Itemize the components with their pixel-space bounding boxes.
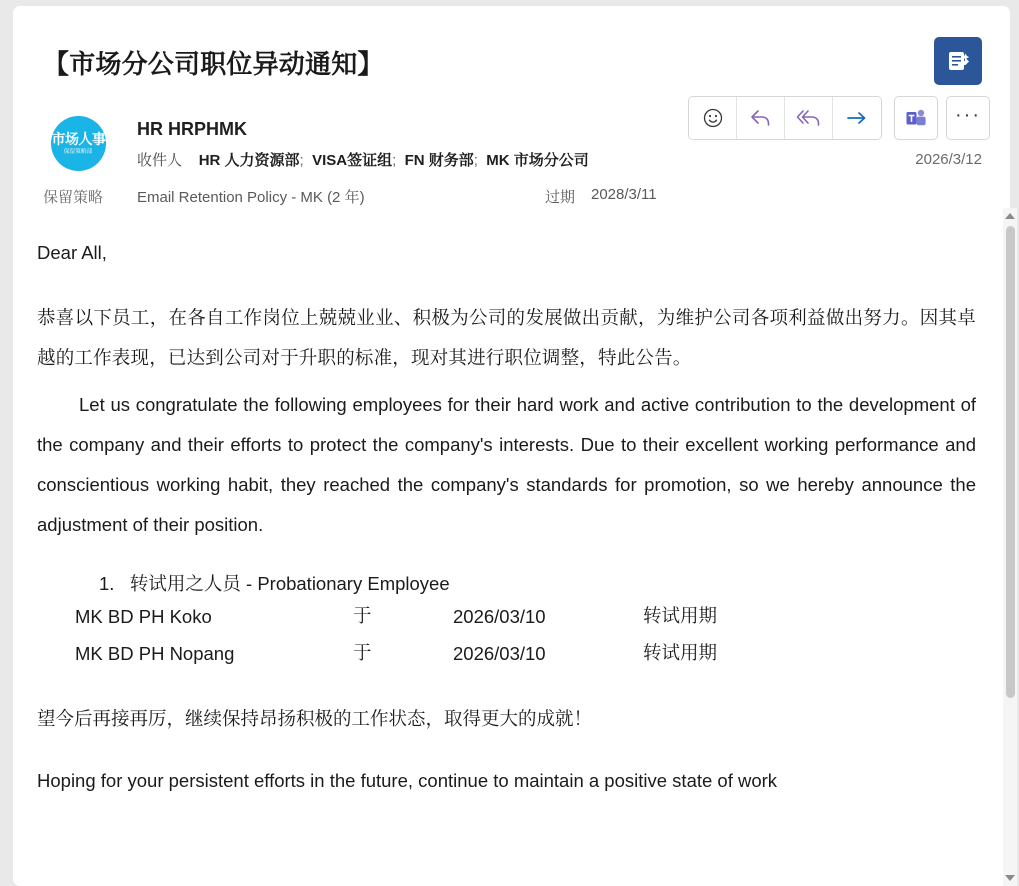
scroll-down-arrow-icon[interactable] xyxy=(1003,870,1017,886)
scrollbar-thumb[interactable] xyxy=(1006,226,1015,698)
teams-button[interactable] xyxy=(894,96,938,140)
reply-button[interactable] xyxy=(737,97,785,139)
list-title-en: - Probationary Employee xyxy=(246,572,450,594)
list-title-cn: 转试用之人员 xyxy=(129,573,241,595)
sender-name[interactable]: HR HRPHMK xyxy=(137,119,247,139)
body-paragraph-en-2: Hoping for your persistent efforts in the future, continue to maintain a positive state of work xyxy=(37,770,778,791)
list-number: 1. xyxy=(99,572,115,594)
mail-body xyxy=(13,214,1010,886)
body-greeting: Dear All, xyxy=(37,242,107,263)
compose-mail-button[interactable] xyxy=(934,37,982,85)
reply-all-button[interactable] xyxy=(785,97,833,139)
employee-name: MK BD PH Nopang xyxy=(75,643,235,664)
message-action-toolbar xyxy=(688,96,882,140)
list-heading xyxy=(99,572,976,595)
employee-table xyxy=(75,598,717,672)
employee-name: MK BD PH Koko xyxy=(75,606,212,627)
expiry-label: 过期 xyxy=(545,189,576,206)
avatar-line2: 保留策略部 xyxy=(64,148,93,155)
expiry-value: 2028/3/11 xyxy=(591,186,657,203)
recipient-chip[interactable]: HR 人力资源部 xyxy=(198,152,300,169)
body-paragraph-en-1: Let us congratulate the following employees for their hard work and active contribution to the development of the company and their efforts to protect the company's interests. Due to their excellent working performance and conscientious working habit, they reached the company's standards for promotion, so we hereby announce the adjustment of their position. xyxy=(37,393,976,535)
body-paragraph-cn-1: 恭喜以下员工，在各自工作岗位上兢兢业业、积极为公司的发展做出贡献，为维护公司各项利益做出努力。因其卓越的工作表现，已达到公司对于升职的标准，现对其进行职位调整，特此公告。 xyxy=(37,307,976,369)
employee-status: 转试用期 xyxy=(643,606,718,627)
recipients-label: 收件人 xyxy=(137,152,183,169)
more-actions-button[interactable]: ··· xyxy=(946,96,990,140)
forward-button[interactable] xyxy=(833,97,881,139)
employee-date: 2026/03/10 xyxy=(453,643,546,664)
table-row xyxy=(75,635,717,672)
avatar[interactable] xyxy=(51,116,106,171)
react-emoji-button[interactable] xyxy=(689,97,737,139)
employee-status: 转试用期 xyxy=(643,643,718,664)
table-row xyxy=(75,598,717,635)
body-scrollbar[interactable] xyxy=(1003,208,1017,886)
retention-policy-label: 保留策略 xyxy=(43,189,104,206)
employee-date: 2026/03/10 xyxy=(453,606,546,627)
retention-policy-value: Email Retention Policy - MK (2 年) xyxy=(137,189,365,206)
body-paragraph-cn-2: 望今后再接再厉，继续保持昂扬积极的工作状态，取得更大的成就！ xyxy=(37,709,593,730)
mail-header xyxy=(13,6,1010,214)
page-title: 【市场分公司职位异动通知】 xyxy=(43,49,384,79)
employee-particle: 于 xyxy=(353,643,372,664)
mail-reading-pane xyxy=(13,6,1010,886)
recipient-chip[interactable]: VISA签证组 xyxy=(312,152,393,169)
recipient-chip[interactable]: MK 市场分公司 xyxy=(486,152,589,169)
employee-particle: 于 xyxy=(353,606,372,627)
recipient-chip[interactable]: FN 财务部 xyxy=(404,152,474,169)
received-date: 2026/3/12 xyxy=(915,151,982,168)
recipient-list: 收件人 HR 人力资源部; VISA签证组; FN 财务部; MK 市场分公司 xyxy=(137,152,589,169)
avatar-line1: 市场人事 xyxy=(51,130,106,147)
scroll-up-arrow-icon[interactable] xyxy=(1003,208,1017,224)
